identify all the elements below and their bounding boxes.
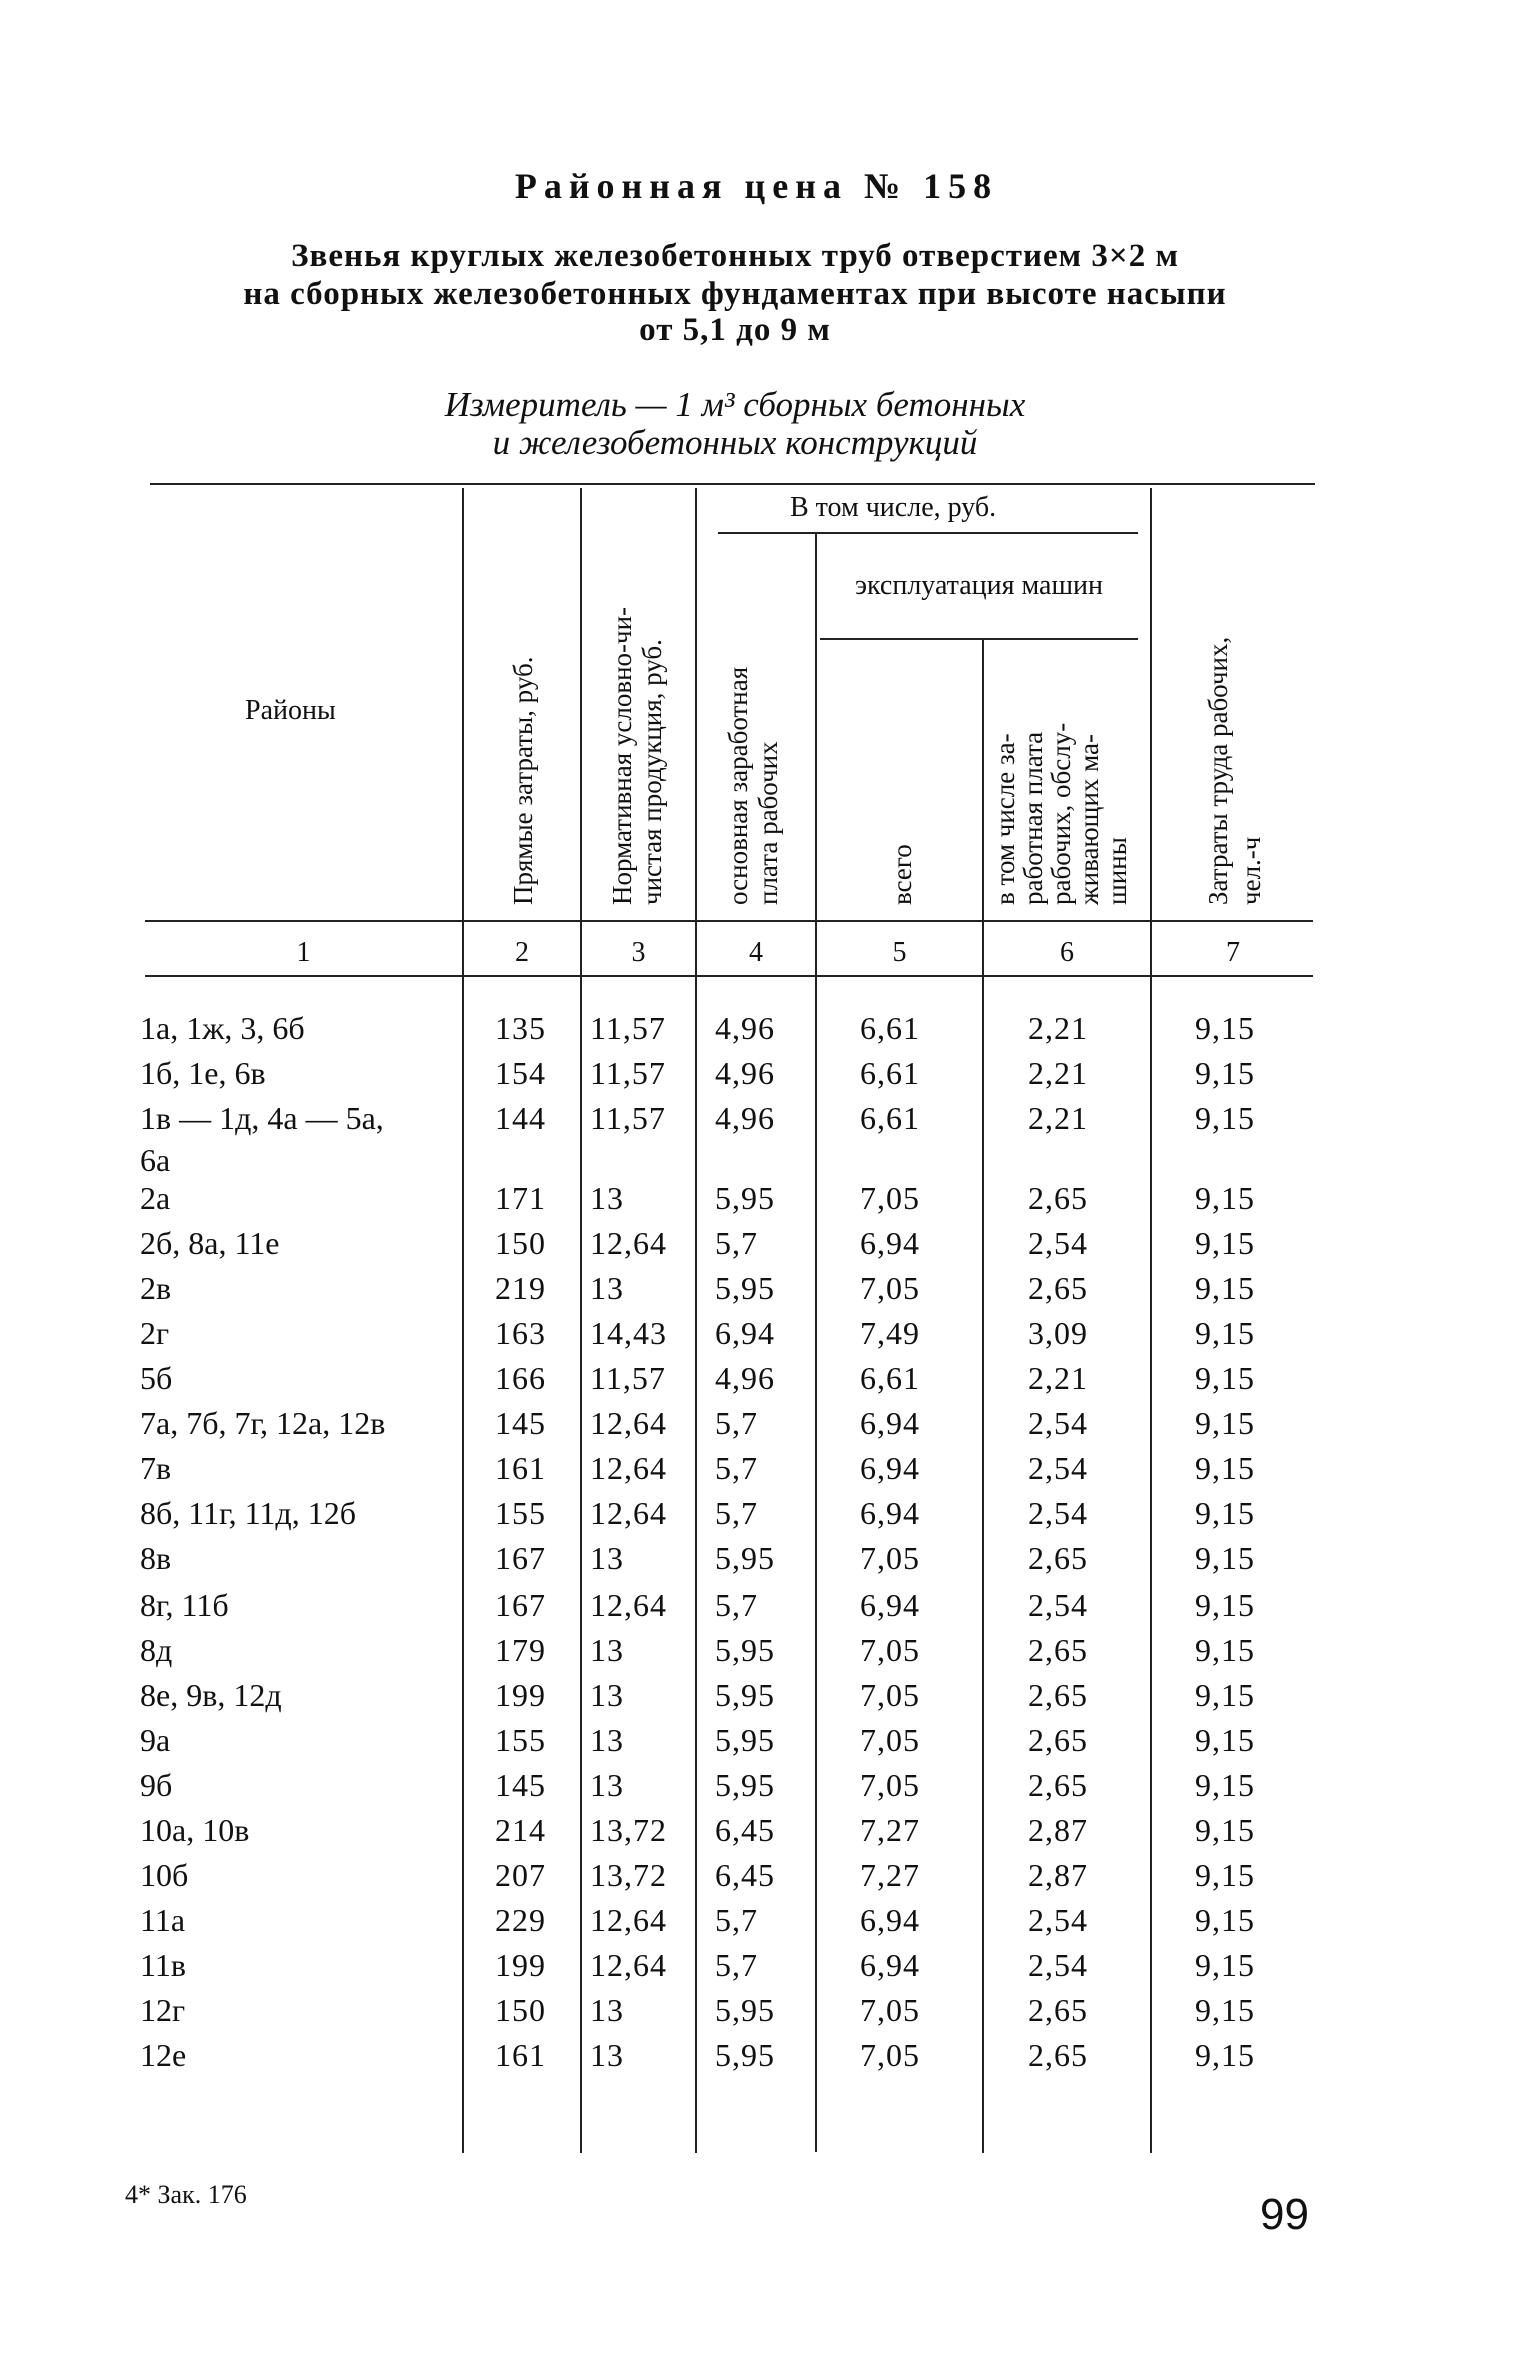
cell-c3: 13 xyxy=(590,1677,624,1713)
cell-c5: 7,49 xyxy=(860,1315,920,1351)
cell-c2: 199 xyxy=(495,1947,546,1983)
cell-c4: 5,95 xyxy=(715,1270,775,1306)
header-normative-line-2: чистая продукция, руб. xyxy=(637,639,667,905)
col-divider-4 xyxy=(815,532,817,2152)
cell-c2: 150 xyxy=(495,1225,546,1261)
row-region: 8е, 9в, 12д xyxy=(140,1677,282,1713)
cell-c6: 2,21 xyxy=(1028,1010,1088,1046)
cell-c7: 9,15 xyxy=(1195,1722,1255,1758)
cell-c3: 11,57 xyxy=(590,1010,666,1046)
cell-c5: 7,05 xyxy=(860,1540,920,1576)
row-region: 6а xyxy=(140,1142,171,1178)
cell-c6: 2,54 xyxy=(1028,1902,1088,1938)
cell-c6: 2,54 xyxy=(1028,1450,1088,1486)
row-region: 11в xyxy=(140,1947,186,1983)
cell-c4: 5,95 xyxy=(715,1540,775,1576)
cell-c3: 12,64 xyxy=(590,1225,667,1261)
header-machine-operation: эксплуатация машин xyxy=(855,570,1103,601)
cell-c4: 5,95 xyxy=(715,2037,775,2073)
row-region: 2б, 8а, 11е xyxy=(140,1225,280,1261)
cell-c7: 9,15 xyxy=(1195,1495,1255,1531)
cell-c7: 9,15 xyxy=(1195,2037,1255,2073)
cell-c6: 2,65 xyxy=(1028,1992,1088,2028)
subtitle-line-1: Звенья круглых железобетонных труб отверстием 3×2 м xyxy=(291,238,1179,274)
row-region: 1а, 1ж, 3, 6б xyxy=(140,1010,305,1046)
cell-c6: 2,65 xyxy=(1028,1180,1088,1216)
cell-c4: 5,7 xyxy=(715,1225,758,1261)
cell-c7: 9,15 xyxy=(1195,1450,1255,1486)
header-labor-costs-line-2: чел.-ч xyxy=(1236,836,1266,905)
cell-c3: 13,72 xyxy=(590,1812,667,1848)
header-base-wage-line-2: плата рабочих xyxy=(753,741,783,905)
cell-c5: 6,61 xyxy=(860,1100,920,1136)
cell-c6: 2,65 xyxy=(1028,1722,1088,1758)
row-region: 9б xyxy=(140,1767,173,1803)
cell-c5: 6,94 xyxy=(860,1405,920,1441)
cell-c6: 2,65 xyxy=(1028,1677,1088,1713)
cell-c7: 9,15 xyxy=(1195,1010,1255,1046)
cell-c7: 9,15 xyxy=(1195,1055,1255,1091)
cell-c7: 9,15 xyxy=(1195,1902,1255,1938)
cell-c4: 5,95 xyxy=(715,1992,775,2028)
cell-c3: 13 xyxy=(590,1632,624,1668)
subtitle-line-3: от 5,1 до 9 м xyxy=(639,312,831,348)
cell-c6: 2,65 xyxy=(1028,1540,1088,1576)
cell-c5: 7,05 xyxy=(860,1180,920,1216)
cell-c6: 2,21 xyxy=(1028,1055,1088,1091)
cell-c5: 7,05 xyxy=(860,1270,920,1306)
row-region: 2а xyxy=(140,1180,171,1216)
row-region: 8б, 11г, 11д, 12б xyxy=(140,1495,356,1531)
header-regions: Районы xyxy=(245,695,336,726)
row-region: 8в xyxy=(140,1540,172,1576)
row-region: 2г xyxy=(140,1315,170,1351)
cell-c4: 6,45 xyxy=(715,1812,775,1848)
cell-c3: 12,64 xyxy=(590,1495,667,1531)
cell-c5: 6,94 xyxy=(860,1495,920,1531)
including-rule xyxy=(718,532,1138,534)
cell-c3: 13 xyxy=(590,1540,624,1576)
cell-c4: 5,95 xyxy=(715,1722,775,1758)
cell-c5: 6,94 xyxy=(860,1450,920,1486)
cell-c6: 2,65 xyxy=(1028,2037,1088,2073)
page-number: 99 xyxy=(1260,2190,1309,2239)
cell-c4: 5,95 xyxy=(715,1767,775,1803)
row-region: 8д xyxy=(140,1632,173,1668)
row-region: 1б, 1е, 6в xyxy=(140,1055,266,1091)
cell-c4: 5,7 xyxy=(715,1587,758,1623)
row-region: 11а xyxy=(140,1902,186,1938)
cell-c3: 13 xyxy=(590,1722,624,1758)
col-divider-6 xyxy=(1150,488,1152,2153)
cell-c4: 4,96 xyxy=(715,1360,775,1396)
subtitle-line-2: на сборных железобетонных фундаментах при высоте насыпи xyxy=(243,276,1227,312)
cell-c2: 171 xyxy=(495,1180,546,1216)
footer-note: 4* Зак. 176 xyxy=(125,2180,247,2209)
header-incl-wage-line-4: живающих ма- xyxy=(1074,733,1104,905)
header-including: В том числе, руб. xyxy=(790,492,997,523)
cell-c7: 9,15 xyxy=(1195,1947,1255,1983)
measure-line-2: и железобетонных конструкций xyxy=(492,423,978,462)
cell-c2: 155 xyxy=(495,1722,546,1758)
cell-c2: 167 xyxy=(495,1587,546,1623)
cell-c3: 11,57 xyxy=(590,1055,666,1091)
column-number: 1 xyxy=(296,937,311,968)
cell-c5: 6,94 xyxy=(860,1587,920,1623)
col-divider-5 xyxy=(982,638,984,2153)
column-number: 3 xyxy=(631,937,646,968)
row-region: 10а, 10в xyxy=(140,1812,250,1848)
cell-c7: 9,15 xyxy=(1195,1405,1255,1441)
row-region: 10б xyxy=(140,1857,189,1893)
cell-c6: 2,54 xyxy=(1028,1495,1088,1531)
row-region: 2в xyxy=(140,1270,172,1306)
row-region: 9а xyxy=(140,1722,171,1758)
header-incl-wage-line-2: работная плата xyxy=(1018,731,1048,905)
cell-c3: 13 xyxy=(590,1767,624,1803)
column-number: 2 xyxy=(515,937,529,968)
row-region: 5б xyxy=(140,1360,173,1396)
cell-c7: 9,15 xyxy=(1195,1992,1255,2028)
cell-c2: 207 xyxy=(495,1857,546,1893)
cell-c2: 167 xyxy=(495,1540,546,1576)
cell-c2: 155 xyxy=(495,1495,546,1531)
header-incl-wage-line-3: рабочих, обслу- xyxy=(1046,722,1076,905)
cell-c6: 3,09 xyxy=(1028,1315,1088,1351)
col-divider-1 xyxy=(462,488,464,2153)
cell-c3: 11,57 xyxy=(590,1360,666,1396)
cell-c5: 7,05 xyxy=(860,1632,920,1668)
cell-c5: 7,05 xyxy=(860,2037,920,2073)
cell-c6: 2,21 xyxy=(1028,1100,1088,1136)
cell-c2: 229 xyxy=(495,1902,546,1938)
cell-c5: 6,61 xyxy=(860,1055,920,1091)
cell-c3: 13,72 xyxy=(590,1857,667,1893)
cell-c7: 9,15 xyxy=(1195,1632,1255,1668)
cell-c2: 163 xyxy=(495,1315,546,1351)
column-number: 5 xyxy=(892,937,907,968)
cell-c3: 13 xyxy=(590,2037,624,2073)
cell-c5: 7,05 xyxy=(860,1722,920,1758)
cell-c2: 154 xyxy=(495,1055,546,1091)
cell-c4: 5,95 xyxy=(715,1180,775,1216)
row-region: 7а, 7б, 7г, 12а, 12в xyxy=(140,1405,386,1441)
header-incl-wage-line-1: в том числе за- xyxy=(990,733,1020,905)
cell-c6: 2,54 xyxy=(1028,1947,1088,1983)
cell-c2: 150 xyxy=(495,1992,546,2028)
cell-c3: 13 xyxy=(590,1992,624,2028)
header-total: всего xyxy=(887,844,917,905)
cell-c3: 12,64 xyxy=(590,1405,667,1441)
column-number: 4 xyxy=(749,937,763,968)
header-base-wage-line-1: основная заработная xyxy=(723,666,753,905)
cell-c5: 7,05 xyxy=(860,1992,920,2028)
header-labor-costs-line-1: Затраты труда рабочих, xyxy=(1203,636,1233,905)
cell-c7: 9,15 xyxy=(1195,1180,1255,1216)
cell-c4: 5,95 xyxy=(715,1677,775,1713)
cell-c6: 2,65 xyxy=(1028,1767,1088,1803)
cell-c4: 5,7 xyxy=(715,1495,758,1531)
cell-c6: 2,54 xyxy=(1028,1405,1088,1441)
cell-c6: 2,87 xyxy=(1028,1857,1088,1893)
cell-c3: 13 xyxy=(590,1180,624,1216)
cell-c6: 2,65 xyxy=(1028,1632,1088,1668)
cell-c5: 7,27 xyxy=(860,1857,920,1893)
cell-c7: 9,15 xyxy=(1195,1270,1255,1306)
row-region: 8г, 11б xyxy=(140,1587,229,1623)
cell-c2: 219 xyxy=(495,1270,546,1306)
machines-rule xyxy=(820,638,1138,640)
cell-c4: 5,7 xyxy=(715,1450,758,1486)
cell-c4: 4,96 xyxy=(715,1100,775,1136)
cell-c3: 11,57 xyxy=(590,1100,666,1136)
header-incl-wage-line-5: шины xyxy=(1102,837,1132,905)
row-region: 7в xyxy=(140,1450,172,1486)
cell-c7: 9,15 xyxy=(1195,1540,1255,1576)
header-normative-line-1: Нормативная условно-чи- xyxy=(607,606,637,905)
cell-c7: 9,15 xyxy=(1195,1315,1255,1351)
cell-c3: 12,64 xyxy=(590,1947,667,1983)
cell-c5: 6,61 xyxy=(860,1010,920,1046)
cell-c5: 6,94 xyxy=(860,1947,920,1983)
cell-c4: 6,45 xyxy=(715,1857,775,1893)
cell-c2: 161 xyxy=(495,1450,546,1486)
cell-c6: 2,54 xyxy=(1028,1587,1088,1623)
cell-c6: 2,54 xyxy=(1028,1225,1088,1261)
table-top-rule xyxy=(150,483,1315,485)
cell-c2: 214 xyxy=(495,1812,546,1848)
colnum-bottom-rule xyxy=(145,975,1313,977)
cell-c4: 5,7 xyxy=(715,1947,758,1983)
cell-c2: 144 xyxy=(495,1100,546,1136)
cell-c5: 7,27 xyxy=(860,1812,920,1848)
cell-c6: 2,21 xyxy=(1028,1360,1088,1396)
cell-c2: 161 xyxy=(495,2037,546,2073)
cell-c3: 12,64 xyxy=(590,1450,667,1486)
cell-c3: 13 xyxy=(590,1270,624,1306)
header-bottom-rule xyxy=(145,920,1313,922)
cell-c7: 9,15 xyxy=(1195,1857,1255,1893)
cell-c5: 6,94 xyxy=(860,1902,920,1938)
cell-c7: 9,15 xyxy=(1195,1100,1255,1136)
cell-c4: 6,94 xyxy=(715,1315,775,1351)
cell-c4: 5,7 xyxy=(715,1902,758,1938)
cell-c2: 145 xyxy=(495,1767,546,1803)
cell-c6: 2,65 xyxy=(1028,1270,1088,1306)
column-number: 7 xyxy=(1226,937,1240,968)
cell-c3: 12,64 xyxy=(590,1902,667,1938)
cell-c5: 6,94 xyxy=(860,1225,920,1261)
cell-c5: 7,05 xyxy=(860,1767,920,1803)
cell-c7: 9,15 xyxy=(1195,1812,1255,1848)
cell-c4: 4,96 xyxy=(715,1010,775,1046)
page-title: Районная цена № 158 xyxy=(514,166,999,206)
measure-line-1: Измеритель — 1 м³ сборных бетонных xyxy=(444,385,1026,424)
cell-c6: 2,87 xyxy=(1028,1812,1088,1848)
cell-c7: 9,15 xyxy=(1195,1767,1255,1803)
cell-c2: 135 xyxy=(495,1010,546,1046)
cell-c4: 5,95 xyxy=(715,1632,775,1668)
row-region: 1в — 1д, 4а — 5а, xyxy=(140,1100,384,1136)
row-region: 12г xyxy=(140,1992,186,2028)
cell-c7: 9,15 xyxy=(1195,1677,1255,1713)
cell-c5: 7,05 xyxy=(860,1677,920,1713)
cell-c2: 199 xyxy=(495,1677,546,1713)
header-direct-costs: Прямые затраты, руб. xyxy=(508,656,538,905)
cell-c2: 145 xyxy=(495,1405,546,1441)
column-number: 6 xyxy=(1060,937,1074,968)
cell-c7: 9,15 xyxy=(1195,1587,1255,1623)
cell-c2: 166 xyxy=(495,1360,546,1396)
cell-c3: 12,64 xyxy=(590,1587,667,1623)
cell-c5: 6,61 xyxy=(860,1360,920,1396)
col-divider-3 xyxy=(695,488,697,2153)
cell-c7: 9,15 xyxy=(1195,1225,1255,1261)
cell-c7: 9,15 xyxy=(1195,1360,1255,1396)
row-region: 12е xyxy=(140,2037,187,2073)
col-divider-2 xyxy=(580,488,582,2153)
cell-c4: 5,7 xyxy=(715,1405,758,1441)
cell-c4: 4,96 xyxy=(715,1055,775,1091)
cell-c3: 14,43 xyxy=(590,1315,667,1351)
cell-c2: 179 xyxy=(495,1632,546,1668)
